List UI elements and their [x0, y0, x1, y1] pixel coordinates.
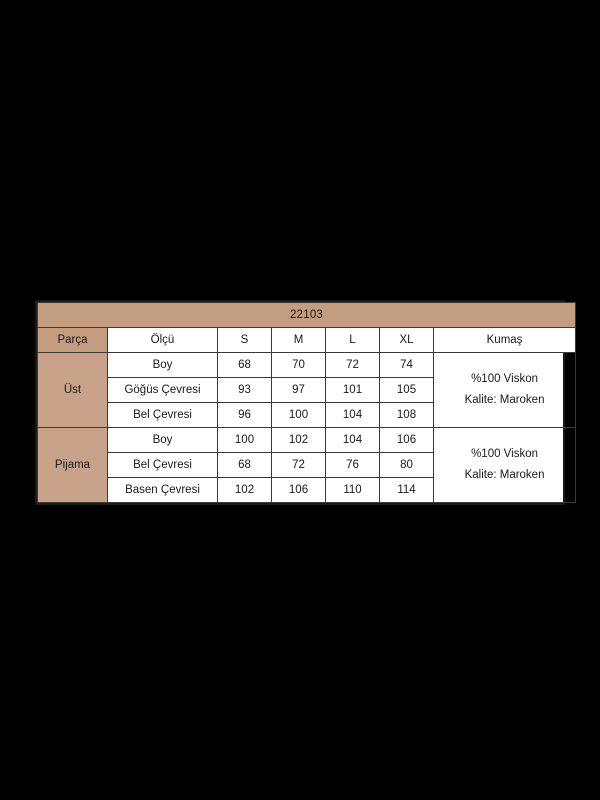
measure-value: 106	[272, 478, 326, 503]
fabric-cell-0	[434, 353, 576, 428]
fabric-line: Kalite: Maroken	[464, 394, 545, 406]
header-size-l: L	[326, 328, 380, 353]
measure-value: 114	[380, 478, 434, 503]
fabric-line: %100 Viskon	[471, 447, 538, 460]
header-measure: Ölçü	[108, 328, 218, 353]
measure-value: 104	[326, 428, 380, 453]
measure-name: Bel Çevresi	[108, 403, 218, 428]
measure-value: 110	[326, 478, 380, 503]
measure-value: 72	[326, 353, 380, 378]
measure-value: 102	[272, 428, 326, 453]
measure-value: 80	[380, 453, 434, 478]
measure-value: 106	[380, 428, 434, 453]
group-label-0: Üst	[38, 353, 108, 428]
header-size-xl: XL	[380, 328, 434, 353]
measure-value: 100	[218, 428, 272, 453]
product-code: 22103	[38, 303, 576, 328]
measure-value: 74	[380, 353, 434, 378]
table-row	[38, 353, 576, 378]
measure-value: 102	[218, 478, 272, 503]
measure-value: 76	[326, 453, 380, 478]
header-size-s: S	[218, 328, 272, 353]
measure-value: 96	[218, 403, 272, 428]
fabric-line: Kalite: Maroken	[464, 469, 545, 481]
measure-value: 97	[272, 378, 326, 403]
measure-name: Göğüs Çevresi	[108, 378, 218, 403]
measure-value: 70	[272, 353, 326, 378]
measure-value: 93	[218, 378, 272, 403]
header-part: Parça	[38, 328, 108, 353]
table-row	[38, 428, 576, 453]
header-fabric: Kumaş	[434, 328, 576, 353]
header-size-m: M	[272, 328, 326, 353]
measure-value: 105	[380, 378, 434, 403]
measure-value: 72	[272, 453, 326, 478]
measure-value: 68	[218, 453, 272, 478]
measure-name: Boy	[108, 428, 218, 453]
group-label-1: Pijama	[38, 428, 108, 503]
fabric-cell-1	[434, 428, 576, 503]
measure-value: 101	[326, 378, 380, 403]
measure-name: Bel Çevresi	[108, 453, 218, 478]
measure-name: Basen Çevresi	[108, 478, 218, 503]
measure-value: 100	[272, 403, 326, 428]
measure-value: 104	[326, 403, 380, 428]
measure-value: 68	[218, 353, 272, 378]
table-title-row	[38, 303, 576, 328]
measure-name: Boy	[108, 353, 218, 378]
measure-value: 108	[380, 403, 434, 428]
fabric-line: %100 Viskon	[471, 372, 538, 385]
table-header-row	[38, 328, 576, 353]
size-chart	[35, 300, 565, 505]
size-chart-table	[37, 302, 576, 503]
